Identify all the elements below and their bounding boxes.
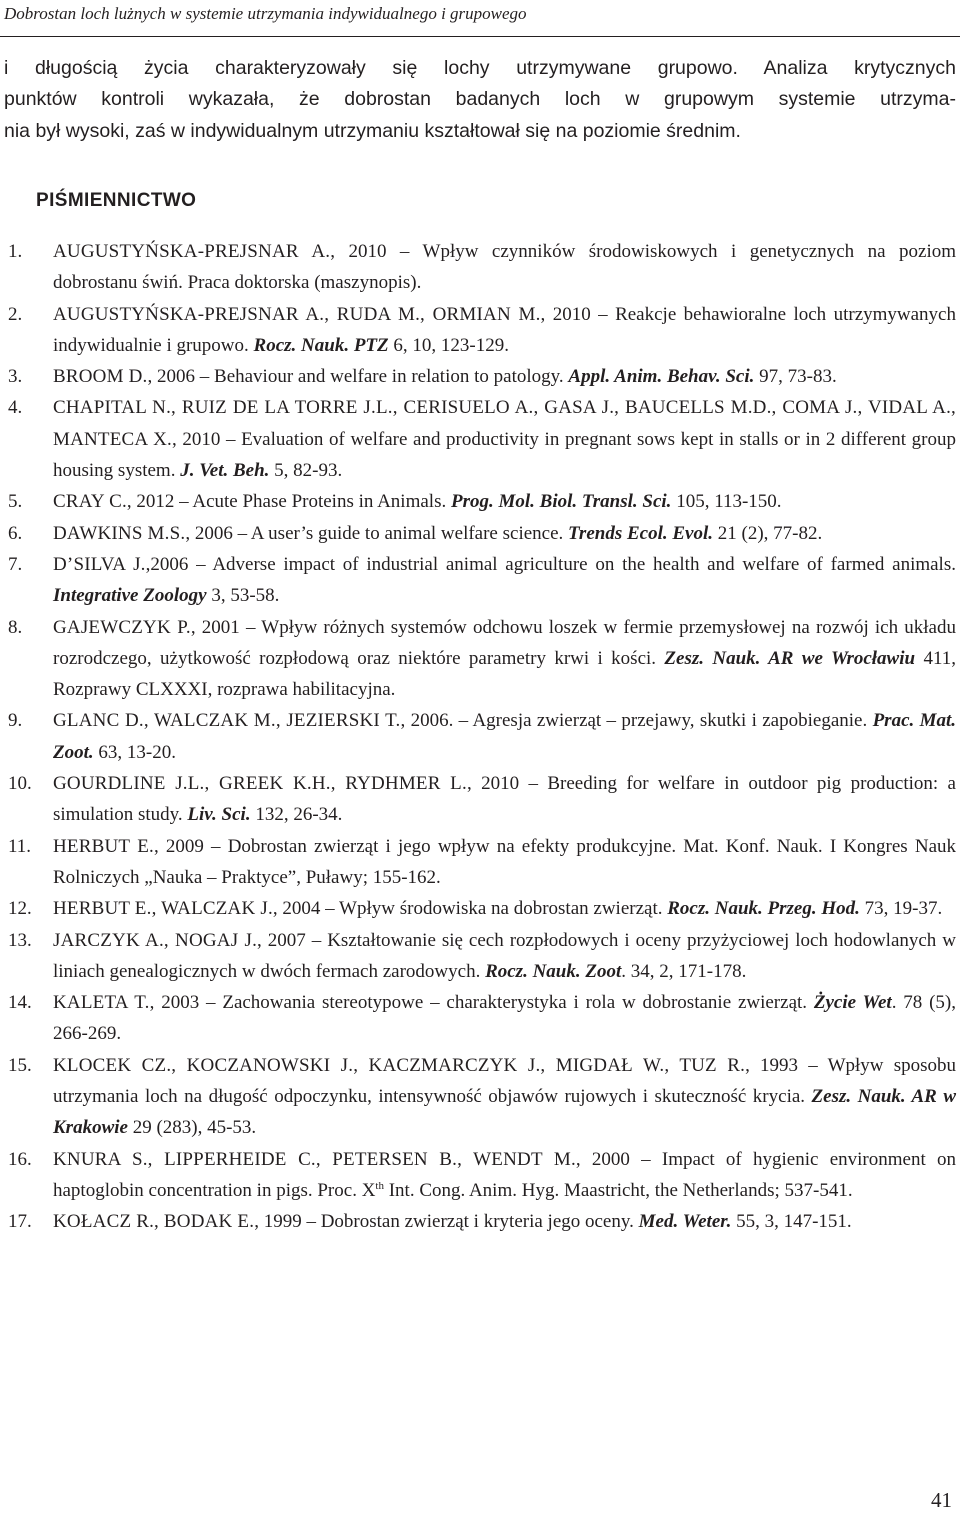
reference-number: 5.: [8, 491, 23, 513]
reference-authors: KLOCEK CZ., KOCZANOWSKI J., KACZMARCZYK J., MIGDAŁ W., TUZ R.: [53, 1054, 746, 1076]
reference-text: [53, 361, 956, 392]
reference-item: [0, 392, 956, 486]
reference-number: 13.: [8, 929, 32, 951]
reference-title: , 2001 – Wpływ różnych systemów odchowu loszek w fermie przemysłowej na rozwój ich układu rozrodczego, użytkowość rozpłodową oraz niektóre parametry krwi i kości.: [53, 616, 956, 669]
reference-number: 2.: [8, 303, 23, 325]
reference-details: 97, 73-83.: [754, 366, 837, 388]
reference-details: 63, 13-20.: [93, 741, 176, 763]
reference-number: 8.: [8, 616, 23, 638]
reference-authors: GAJEWCZYK P.: [53, 616, 191, 638]
reference-journal: Trends Ecol. Evol.: [568, 522, 713, 544]
reference-item: [0, 705, 956, 768]
reference-item: [0, 361, 956, 392]
reference-authors: HERBUT E., WALCZAK J.: [53, 898, 273, 920]
reference-item: [0, 1050, 956, 1144]
reference-authors: CHAPITAL N., RUIZ DE LA TORRE J.L., CERISUELO A., GASA J., BAUCELLS M.D., COMA J., VIDAL A., MANTECA X.: [53, 397, 956, 450]
reference-item: [0, 1206, 956, 1237]
reference-details: . 34, 2, 171-178.: [621, 960, 747, 982]
reference-title: , 2010 – Breeding for welfare in outdoor pig production: a simulation study.: [53, 773, 956, 826]
reference-journal: Zesz. Nauk. AR we Wrocławiu: [664, 647, 916, 669]
reference-item: [0, 925, 956, 988]
reference-item: [0, 549, 956, 612]
reference-journal: Med. Weter.: [638, 1211, 732, 1233]
reference-title: , 2003 – Zachowania stereotypowe – charakterystyka i rola w dobrostanie zwierząt.: [149, 992, 814, 1014]
reference-text: [53, 705, 956, 768]
reference-number: 16.: [8, 1148, 32, 1170]
reference-journal: Zesz. Nauk. AR w Krakowie: [53, 1086, 956, 1139]
reference-item: [0, 486, 956, 517]
reference-authors: AUGUSTYŃSKA-PREJSNAR A.: [53, 241, 331, 262]
reference-text: [53, 486, 956, 517]
section-heading: PIŚMIENNICTWO: [36, 190, 197, 211]
reference-text: [53, 518, 956, 549]
reference-text: [53, 925, 956, 988]
reference-authors: KALETA T.: [53, 992, 150, 1014]
reference-title: , 1999 – Dobrostan zwierząt i kryteria jego oceny.: [254, 1211, 639, 1233]
reference-journal: Rocz. Nauk. Przeg. Hod.: [667, 898, 860, 920]
reference-title: , 2010 – Wpływ czynników środowiskowych i genetycznych na poziom dobrostanu świń. Praca doktorska (maszynopis).: [53, 241, 957, 294]
reference-title: , 2004 – Wpływ środowiska na dobrostan zwierząt.: [272, 898, 668, 920]
reference-authors: DAWKINS M.S.: [53, 522, 186, 544]
reference-details: 73, 19-37.: [859, 898, 943, 920]
intro-paragraph: [4, 53, 956, 147]
reference-text: [53, 236, 956, 299]
reference-number: 1.: [8, 241, 23, 262]
reference-number: 10.: [8, 773, 32, 795]
reference-authors: GOURDLINE J.L., GREEK K.H., RYDHMER L.: [53, 773, 467, 795]
reference-text: [53, 299, 956, 362]
reference-number: 3.: [8, 366, 23, 388]
reference-details: 3, 53-58.: [206, 585, 280, 607]
reference-number: 12.: [8, 898, 32, 920]
reference-item: [0, 987, 956, 1050]
reference-text: [53, 893, 956, 924]
reference-journal: Prac. Mat. Zoot.: [53, 710, 957, 763]
reference-authors: AUGUSTYŃSKA-PREJSNAR A., RUDA M., ORMIAN M.: [53, 303, 541, 325]
reference-text: [53, 987, 956, 1050]
reference-number: 9.: [8, 710, 23, 732]
reference-authors: KOŁACZ R., BODAK E.: [53, 1211, 255, 1233]
reference-item: [0, 518, 956, 549]
reference-text: [53, 1206, 956, 1237]
reference-authors: CRAY C.: [53, 491, 127, 513]
reference-number: 4.: [8, 397, 23, 419]
reference-journal: Rocz. Nauk. Zoot: [485, 960, 622, 982]
reference-number: 14.: [8, 992, 32, 1014]
reference-journal: Rocz. Nauk. PTZ: [253, 334, 389, 356]
reference-title: , 2010 – Evaluation of welfare and productivity in pregnant sows kept in stalls or in 2 different group housing system.: [53, 428, 956, 482]
reference-number: 7.: [8, 553, 23, 575]
reference-details: 132, 26-34.: [250, 804, 343, 826]
reference-number: 11.: [8, 835, 32, 857]
reference-superscript: th: [375, 1179, 384, 1192]
reference-authors: HERBUT E.: [53, 835, 154, 857]
reference-details: 29 (283), 45-53.: [127, 1117, 257, 1139]
intro-line: nia był wysoki, zaś w indywidualnym utrzymaniu kształtował się na poziomie średnim.: [4, 119, 741, 142]
reference-number: 6.: [8, 522, 23, 544]
reference-title: , 2009 – Dobrostan zwierząt i jego wpływ na efekty produkcyjne. Mat. Konf. Nauk. I Kongres Nauk Rolniczych „Nauka – Praktyce”, Puławy; 155-162.: [53, 835, 956, 888]
reference-item: [0, 236, 956, 299]
reference-authors: JARCZYK A., NOGAJ J.: [53, 929, 258, 951]
running-header: [0, 0, 960, 42]
reference-title: , 2000 – Impact of hygienic environment on haptoglobin concentration in pigs. Proc. X: [53, 1148, 956, 1201]
reference-details: 5, 82-93.: [269, 460, 343, 482]
reference-text: [53, 1144, 956, 1207]
reference-list: [0, 236, 960, 1238]
reference-item: [0, 299, 956, 362]
reference-title: ,2006 – Adverse impact of industrial animal agriculture on the health and welfare of farmed animals.: [145, 553, 956, 575]
reference-item: [0, 1144, 956, 1207]
reference-text: [53, 831, 956, 894]
reference-title: , 2006. – Agresja zwierząt – przejawy, skutki i zapobieganie.: [400, 710, 873, 732]
reference-authors: KNURA S., LIPPERHEIDE C., PETERSEN B., WENDT M.: [53, 1148, 576, 1170]
reference-item: [0, 831, 956, 894]
reference-details: 411, Rozprawy CLXXXI, rozprawa habilitacyjna.: [53, 647, 956, 701]
reference-title: , 2006 – Behaviour and welfare in relation to patology.: [147, 366, 569, 388]
reference-title: , 2006 – A user’s guide to animal welfare science.: [185, 522, 569, 544]
reference-journal: Integrative Zoology: [53, 585, 207, 607]
reference-details: . 78 (5), 266-269.: [53, 992, 957, 1045]
reference-authors: GLANC D., WALCZAK M., JEZIERSKI T.: [53, 710, 401, 732]
reference-title: , 2007 – Kształtowanie się cech rozpłodowych i oceny przyżyciowej loch hodowlanych w liniach genealogicznych w dwóch fermach zarodowych.: [53, 929, 956, 982]
reference-item: [0, 612, 956, 706]
reference-authors: D’SILVA J.: [53, 553, 146, 575]
reference-journal: Życie Wet: [813, 992, 892, 1014]
reference-text: [53, 768, 956, 831]
reference-title: , 2012 – Acute Phase Proteins in Animals.: [126, 491, 451, 513]
reference-details: 105, 113-150.: [671, 491, 782, 513]
reference-journal: J. Vet. Beh.: [180, 460, 270, 482]
reference-text: [53, 612, 956, 706]
reference-title: , 1993 – Wpływ sposobu utrzymania loch na długość odpoczynku, intensywność objawów rujowych i skuteczność krycia.: [53, 1054, 957, 1108]
reference-text: [53, 392, 956, 486]
reference-text: [53, 549, 956, 612]
reference-number: 15.: [8, 1054, 32, 1076]
reference-title: , 2010 – Reakcje behawioralne loch utrzymywanych indywidualnie i grupowo.: [53, 303, 956, 356]
running-title: Dobrostan loch lużnych w systemie utrzymania indywidualnego i grupowego: [4, 4, 527, 23]
reference-authors: BROOM D.: [53, 366, 148, 388]
reference-text: [53, 1050, 956, 1144]
header-rule: [0, 36, 960, 37]
reference-item: [0, 768, 956, 831]
reference-journal: Prog. Mol. Biol. Transl. Sci.: [450, 491, 672, 513]
intro-line: i długością życia charakteryzowały się lochy utrzymywane grupowo. Analiza krytycznych: [4, 57, 956, 79]
reference-details: 21 (2), 77-82.: [713, 522, 823, 544]
reference-details: 6, 10, 123-129.: [388, 334, 509, 356]
reference-number: 17.: [8, 1211, 32, 1233]
page-number: 41: [931, 1488, 952, 1512]
reference-journal: Appl. Anim. Behav. Sci.: [568, 366, 755, 388]
reference-journal: Liv. Sci.: [187, 804, 251, 826]
reference-item: [0, 893, 956, 924]
reference-title-cont: Int. Cong. Anim. Hyg. Maastricht, the Netherlands; 537-541.: [383, 1179, 853, 1201]
reference-details: 55, 3, 147-151.: [731, 1211, 852, 1233]
intro-line: punktów kontroli wykazała, że dobrostan badanych loch w grupowym systemie utrzyma-: [4, 88, 956, 111]
